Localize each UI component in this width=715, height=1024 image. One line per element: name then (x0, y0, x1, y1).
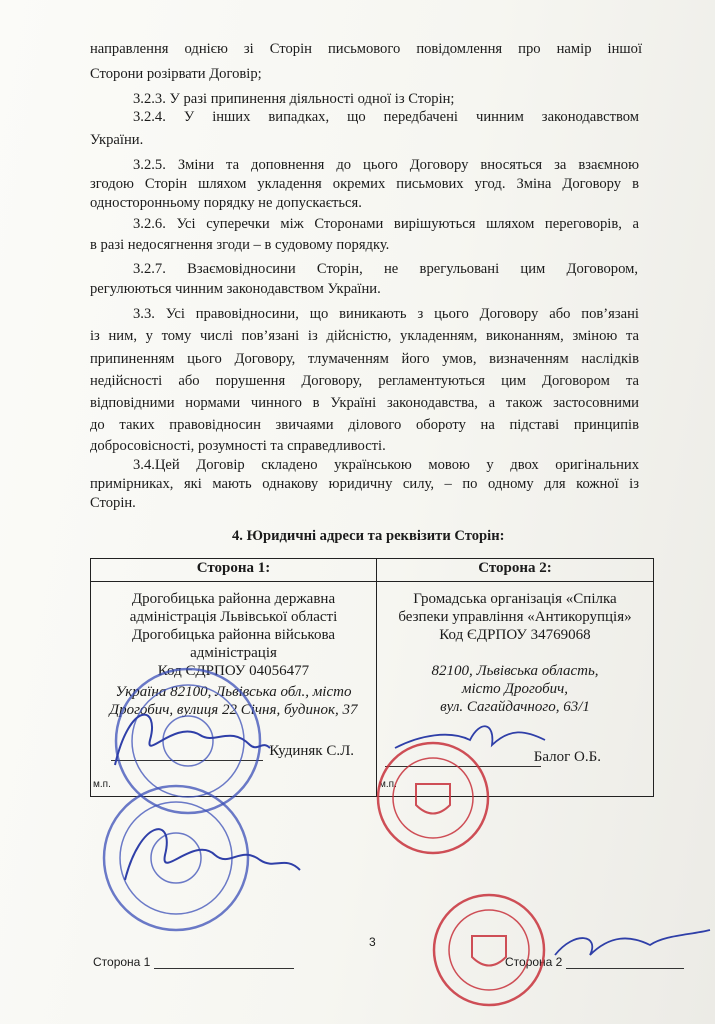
footer-party1-label: Сторона 1 (93, 955, 151, 969)
footer-party2-label: Сторона 2 (505, 955, 563, 969)
paragraph-line: згодою Сторін шляхом укладення окремих письмових угод. Зміна Договору в (90, 176, 639, 192)
paragraph-line: примірниках, які мають однакову юридичну силу, – по одному для кожної із (90, 476, 639, 492)
paragraph-line: до таких правовідносин звичаями ділового обороту на підставі принципів (90, 417, 639, 433)
party2-name-line: Громадська організація «Спілка (413, 591, 617, 607)
paragraph-line: направлення однією зі Сторін письмового повідомлення про намір іншої (90, 41, 642, 57)
blue-seal-icon (104, 786, 248, 930)
footer-party1-line (154, 968, 294, 969)
clause-3-4: 3.4.Цей Договір складено українською мовою у двох оригінальних (133, 457, 639, 473)
clause-3-2-5: 3.2.5. Зміни та доповнення до цього Договору вносяться за взаємною (133, 157, 639, 173)
party1-name-line: Дрогобицька районна державна (131, 591, 336, 607)
paragraph-line: в разі недосягнення згоди – в судовому порядку. (90, 237, 390, 253)
party2-signature-line (385, 766, 541, 767)
paragraph-line: недійсності або порушення Договору, регламентуються цим Договором та (90, 373, 639, 389)
clause-3-2-3: 3.2.3. У разі припинення діяльності одної із Сторін; (133, 91, 455, 107)
paragraph-line: із ним, у тому числі пов’язані із дійсністю, укладенням, виконанням, зміною та (90, 328, 639, 344)
paragraph-line: припиненням цього Договору, тлумаченням його умов, визначенням наслідків (90, 351, 639, 367)
footer-party1 (93, 955, 294, 969)
party1-stamp-place: м.п. (93, 779, 111, 790)
party2-cell (377, 582, 654, 797)
party2-stamp-place: м.п. (379, 779, 397, 790)
clause-3-2-6: 3.2.6. Усі суперечки між Сторонами вирішуються шляхом переговорів, а (133, 216, 639, 232)
party2-header: Сторона 2: (377, 559, 654, 582)
requisites-table (90, 558, 654, 797)
party2-code: Код ЄДРПОУ 34769068 (439, 627, 591, 643)
party1-header: Сторона 1: (91, 559, 377, 582)
party1-code: Код ЄДРПОУ 04056477 (157, 663, 310, 679)
section-heading: 4. Юридичні адреси та реквізити Сторін: (232, 528, 505, 544)
page-number: 3 (369, 935, 376, 949)
paragraph-line: односторонньому порядку не допускається. (90, 195, 362, 211)
party2-address: місто Дрогобич, (461, 681, 569, 697)
party2-address: 82100, Львівська область, (431, 663, 599, 679)
party1-signer: Кудиняк С.Л. (269, 743, 354, 759)
party1-name-line: адміністрація (190, 645, 277, 661)
party1-cell (91, 582, 377, 797)
footer-party2 (505, 955, 684, 969)
paragraph-line: України. (90, 132, 144, 148)
paragraph-line: Сторони розірвати Договір; (90, 66, 262, 82)
paragraph-line: регулюються чинним законодавством України. (90, 281, 381, 297)
party1-name-line: адміністрація Львівської області (129, 609, 338, 625)
party1-name-line: Дрогобицька районна військова (132, 627, 335, 643)
party2-name-line: безпеки управління «Антикорупція» (398, 609, 632, 625)
red-seal-icon (434, 895, 544, 1005)
paragraph-line: відповідними нормами чинного в Україні законодавства, а також застосовними (90, 395, 639, 411)
party1-address: Дрогобич, вулиця 22 Січня, будинок, 37 (109, 702, 358, 718)
clause-3-3: 3.3. Усі правовідносини, що виникають з цього Договору або пов’язані (133, 306, 639, 322)
footer-party2-line (566, 968, 684, 969)
paragraph-line: Сторін. (90, 495, 136, 511)
clause-3-2-7: 3.2.7. Взаємовідносини Сторін, не врегульовані цим Договором, (133, 261, 638, 277)
party2-signer: Балог О.Б. (533, 749, 601, 765)
party1-address: Україна 82100, Львівська обл., місто (115, 684, 352, 700)
clause-3-2-4: 3.2.4. У інших випадках, що передбачені чинним законодавством (133, 109, 639, 125)
party2-address: вул. Сагайдачного, 63/1 (440, 699, 590, 715)
signature-icon (555, 930, 710, 955)
signature-icon (125, 829, 300, 880)
party1-signature-line (111, 760, 263, 761)
paragraph-line: добросовісності, розумності та справедливості. (90, 438, 386, 454)
